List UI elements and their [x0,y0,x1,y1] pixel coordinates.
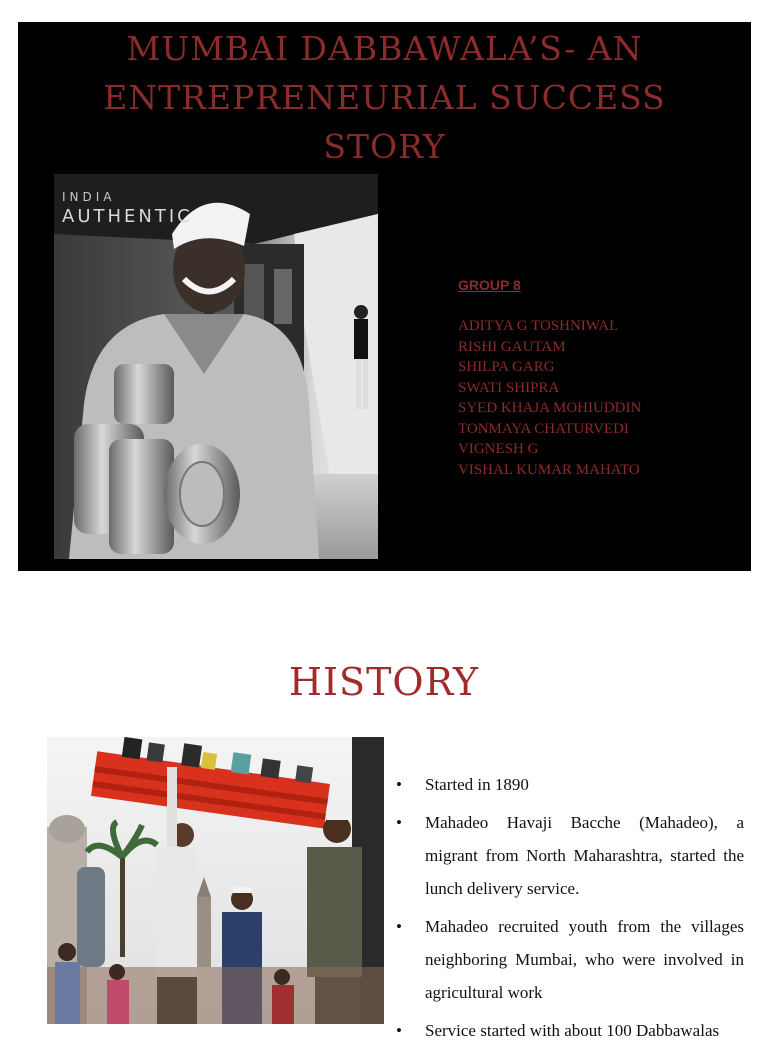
title-line-1: MUMBAI DABBAWALA’S- AN [126,29,643,68]
bullet-item [396,768,744,801]
bullet-item [396,806,744,905]
bullet-item [396,1014,744,1047]
bullet-text: Service started with about 100 Dabbawalas [425,1021,720,1040]
slide-title [18,24,751,171]
bullet-icon: • [396,917,402,936]
member-name: SWATI SHIPRA [458,379,560,396]
member-name: SYED KHAJA MOHIUDDIN [458,400,642,416]
member-name: TONMAYA CHATURVEDI [458,420,629,437]
member-name: VISHAL KUMAR MAHATO [458,461,640,478]
title-slide [18,22,751,571]
bullet-icon: • [396,813,402,832]
photo-caption-small: INDIA [62,190,116,204]
member-name: SHILPA GARG [458,359,555,375]
title-line-3: STORY [323,127,446,166]
title-line-2: ENTREPRENEURIAL SUCCESS [103,78,666,117]
dabbawalas-carrying-crate-photo [47,737,384,1024]
member-name: VIGNESH G [458,441,539,457]
member-list [458,316,641,480]
photo-caption-large: AUTHENTIC [62,206,193,227]
member-name: RISHI GAUTAM [458,338,566,355]
bullet-icon: • [396,1021,402,1040]
group-heading: GROUP 8 [458,277,521,293]
history-bullet-list [396,768,744,1052]
history-title: HISTORY [288,660,480,704]
dabbawala-photo [54,174,378,559]
bullet-item [396,910,744,1009]
bullet-icon: • [396,775,402,794]
bullet-text: Mahadeo recruited youth from the villages neighboring Mumbai, who were involved in agricultural work [425,917,744,1002]
bullet-text: Mahadeo Havaji Bacche (Mahadeo), a migrant from North Maharashtra, started the lunch delivery service. [425,813,744,898]
member-name: ADITYA G TOSHNIWAL [458,318,619,334]
bullet-text: Started in 1890 [425,775,529,794]
